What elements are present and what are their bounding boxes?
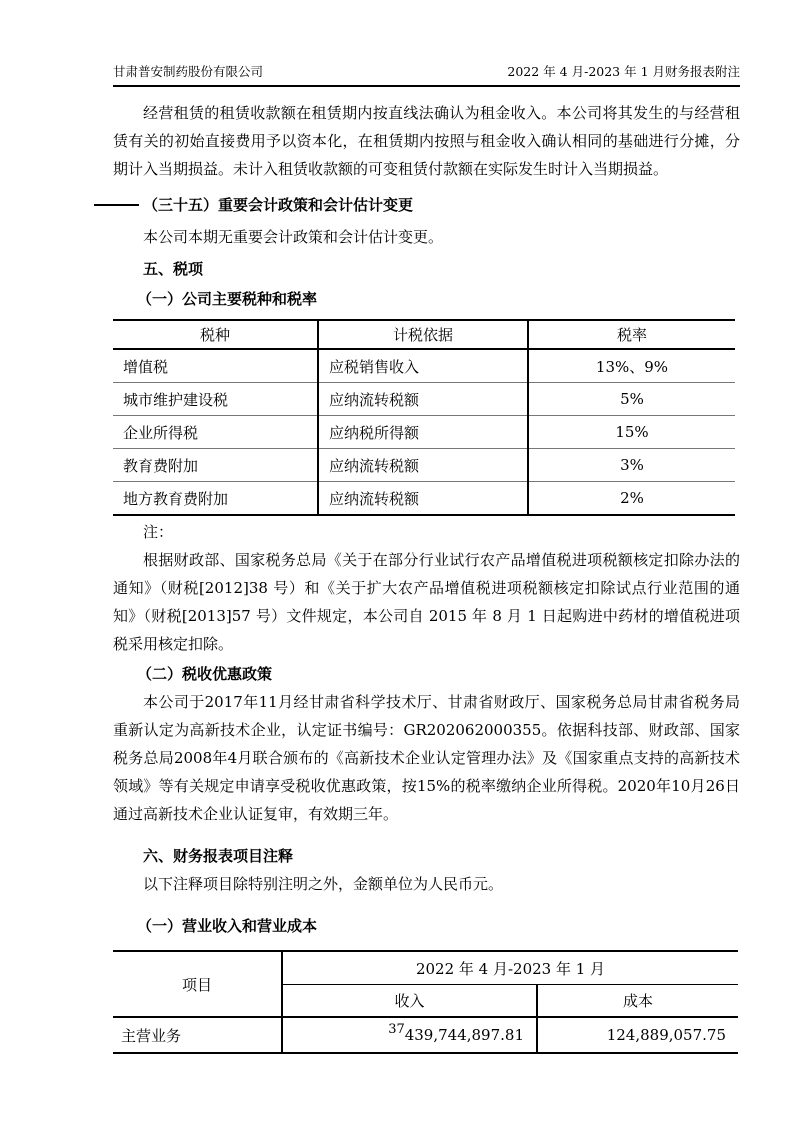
heading-main-taxes: （一）公司主要税种和税率 [137, 290, 318, 308]
col-header-period: 2022 年 4 月-2023 年 1 月 [282, 951, 738, 985]
note-label: 注： [143, 523, 174, 541]
tax-preference-paragraph: 本公司于2017年11月经甘肃省科学技术厅、甘肃省财政厅、国家税务总局甘肃省税务局重新认定为高新技术企业，认定证书编号：GR202062000355。依据科技部、财政部、国家税务总局2008年4月联合颁布的《高新技术企业认定管理办法》及《国家重点支持的高新技术领域》等有关规定申请享受税收优惠政策，按15%的税率缴纳企业所得税。2020年10月26日通过高新技术企业认证复审，有效期三年。 [113, 693, 740, 823]
col-header-item: 项目 [113, 951, 282, 1017]
col-header-tax-type: 税种 [113, 320, 318, 349]
company-name: 甘肃普安制药股份有限公司 [113, 64, 264, 79]
revenue-table-period-row [113, 951, 738, 985]
cell-tax-basis: 应税销售收入 [318, 349, 528, 383]
tax-table-header-row [113, 320, 735, 349]
heading-statement-notes: 六、财务报表项目注释 [143, 847, 294, 865]
table-row [113, 383, 735, 416]
cell-tax-rate: 5% [528, 383, 735, 416]
heading-revenue-cost: （一）营业收入和营业成本 [137, 917, 318, 935]
cell-item: 主营业务 [113, 1017, 282, 1053]
cell-tax-type: 教育费附加 [123, 456, 199, 475]
heading-section-35 [113, 191, 740, 219]
cell-tax-rate: 2% [528, 482, 735, 516]
table-row [113, 349, 735, 383]
cell-tax-basis: 应纳流转税额 [318, 482, 528, 516]
cell-tax-rate: 3% [528, 449, 735, 482]
page-content [113, 0, 740, 1054]
cell-revenue-value: 439,744,897.81 [404, 1026, 524, 1044]
cell-tax-rate: 15% [528, 416, 735, 449]
table-row [113, 482, 735, 516]
cell-tax-type: 地方教育费附加 [123, 489, 229, 508]
revision-mark-line [94, 204, 139, 206]
heading-tax-items: 五、税项 [143, 260, 204, 278]
table-row [113, 416, 735, 449]
cell-tax-basis: 应纳流转税额 [318, 449, 528, 482]
table-row [113, 449, 735, 482]
lease-accounting-paragraph: 经营租赁的租赁收款额在租赁期内按直线法确认为租金收入。本公司将其发生的与经营租赁有关的初始直接费用予以资本化，在租赁期内按照与租金收入确认相同的基础进行分摊，分期计入当期损益。未计入租赁收款额的可变租赁付款额在实际发生时计入当期损益。 [113, 104, 740, 178]
revenue-cost-table [113, 950, 738, 1054]
cell-tax-rate: 13%、9% [528, 349, 735, 383]
cell-tax-basis: 应纳税所得额 [318, 416, 528, 449]
cell-cost-value: 124,889,057.75 [537, 1017, 738, 1053]
col-header-revenue: 收入 [282, 985, 537, 1018]
page-number: 37 [388, 1022, 405, 1037]
no-policy-change-paragraph: 本公司本期无重要会计政策和会计估计变更。 [143, 228, 444, 246]
vat-deduction-note-paragraph: 根据财政部、国家税务总局《关于在部分行业试行农产品增值税进项税额核定扣除办法的通知》（财税[2012]38 号）和《关于扩大农产品增值税进项税额核定扣除试点行业范围的通知》（财税[2013]57 号）文件规定，本公司自 2015 年 8 月 1 日起购进中药材的增值税进项税采用核定扣除。 [113, 551, 740, 653]
cell-tax-type: 企业所得税 [123, 423, 199, 442]
running-header [113, 0, 740, 87]
heading-tax-preference: （二）税收优惠政策 [137, 665, 273, 683]
cell-tax-type: 城市维护建设税 [123, 390, 229, 409]
cell-tax-basis: 应纳流转税额 [318, 383, 528, 416]
col-header-tax-basis: 计税依据 [318, 320, 528, 349]
notes-intro-paragraph: 以下注释项目除特别注明之外，金额单位为人民币元。 [143, 875, 504, 893]
tax-rate-table [113, 319, 735, 516]
col-header-cost: 成本 [537, 985, 738, 1018]
cell-tax-type: 增值税 [123, 357, 169, 376]
heading-section-35-text: （三十五）重要会计政策和会计估计变更 [143, 196, 414, 214]
report-period-title: 2022 年 4 月-2023 年 1 月财务报表附注 [507, 64, 740, 79]
col-header-tax-rate: 税率 [528, 320, 735, 349]
